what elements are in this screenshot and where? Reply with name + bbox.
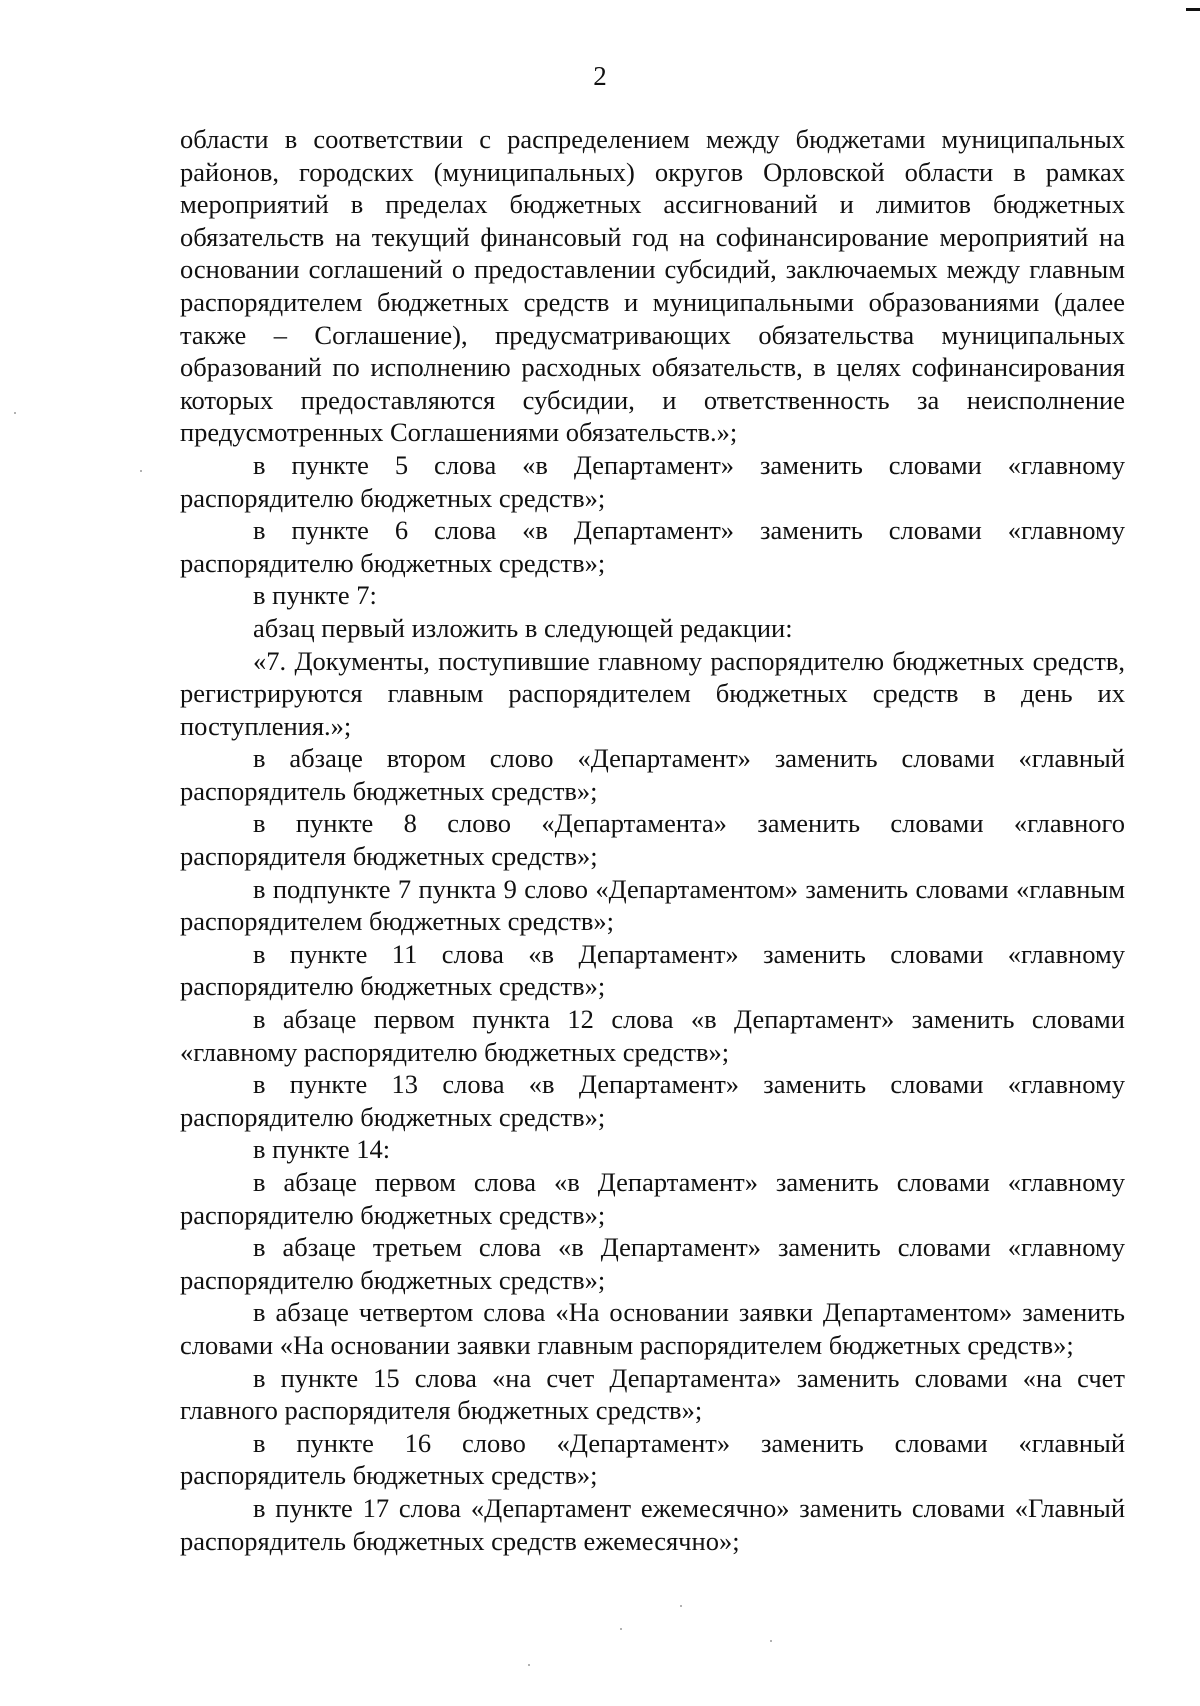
paragraph-item-7-first: абзац первый изложить в следующей редакции: xyxy=(253,612,793,643)
paragraph-item-14-fourth: в абзаце четвертом слова «На основании заявки Департаментом» заменить словами «На основании заявки главным распорядителем бюджетных средств»; xyxy=(180,1297,1125,1360)
scan-speck xyxy=(14,412,16,414)
page-number: 2 xyxy=(593,61,607,91)
paragraph-item-9: в подпункте 7 пункта 9 слово «Департаментом» заменить словами «главным распорядителем бюджетных средств»; xyxy=(180,873,1125,937)
scan-edge-mark xyxy=(1186,8,1200,11)
paragraph-item-6: в пункте 6 слова «в Департамент» заменить словами «главному распорядителю бюджетных средств»; xyxy=(180,515,1125,578)
paragraph-item-7-new-text: «7. Документы, поступившие главному распорядителю бюджетных средств, регистрируются главным распорядителем бюджетных средств в день их поступления.»; xyxy=(180,645,1125,741)
scan-speck xyxy=(528,1664,530,1666)
scan-speck xyxy=(770,1640,772,1642)
paragraph-item-7-second: в абзаце втором слово «Департамент» заменить словами «главный распорядитель бюджетных средств»; xyxy=(180,743,1125,806)
scan-speck xyxy=(680,1605,682,1607)
scan-speck xyxy=(620,1628,622,1630)
paragraph-item-12: в абзаце первом пункта 12 слова «в Департамент» заменить словами «главному распорядителю бюджетных средств»; xyxy=(180,1004,1125,1067)
paragraph-item-16: в пункте 16 слово «Департамент» заменить словами «главный распорядитель бюджетных средств»; xyxy=(180,1427,1125,1491)
paragraph-item-8: в пункте 8 слово «Департамента» заменить словами «главного распорядителя бюджетных средств»; xyxy=(180,808,1125,872)
paragraph-item-13: в пункте 13 слова «в Департамент» заменить словами «главному распорядителю бюджетных средств»; xyxy=(180,1069,1125,1132)
paragraph-item-15: в пункте 15 слова «на счет Департамента» заменить словами «на счет главного распорядителя бюджетных средств»; xyxy=(180,1362,1125,1426)
scan-speck xyxy=(140,470,142,472)
paragraph-item-11: в пункте 11 слова «в Департамент» заменить словами «главному распорядителю бюджетных средств»; xyxy=(180,938,1125,1002)
document-body xyxy=(180,123,1125,1557)
paragraph-item-7-heading: в пункте 7: xyxy=(253,580,377,611)
paragraph-item-14-heading: в пункте 14: xyxy=(253,1134,391,1165)
paragraph-item-14-third: в абзаце третьем слова «в Департамент» заменить словами «главному распорядителю бюджетных средств»; xyxy=(180,1232,1125,1295)
paragraph-item-5: в пункте 5 слова «в Департамент» заменить словами «главному распорядителю бюджетных средств»; xyxy=(180,449,1125,513)
paragraph-item-17: в пункте 17 слова «Департамент ежемесячно» заменить словами «Главный распорядитель бюджетных средств ежемесячно»; xyxy=(180,1492,1125,1556)
paragraph-item-14-first: в абзаце первом слова «в Департамент» заменить словами «главному распорядителю бюджетных средств»; xyxy=(180,1167,1125,1230)
paragraph-continuation: области в соответствии с распределением между бюджетами муниципальных районов, городских (муниципальных) округов Орловской области в рамках мероприятий в пределах бюджетных ассигнований и лимитов бюджетных обязательств на текущий финансовый год на софинансирование мероприятий на основании соглашений о предоставлении субсидий, заключаемых между главным распорядителем бюджетных средств и муниципальными образованиями (далее также – Соглашение), предусматривающих обязательства муниципальных образований по исполнению расходных обязательств, в целях софинансирования которых предоставляются субсидии, и ответственность за неисполнение предусмотренных Соглашениями обязательств.»; xyxy=(180,124,1125,448)
